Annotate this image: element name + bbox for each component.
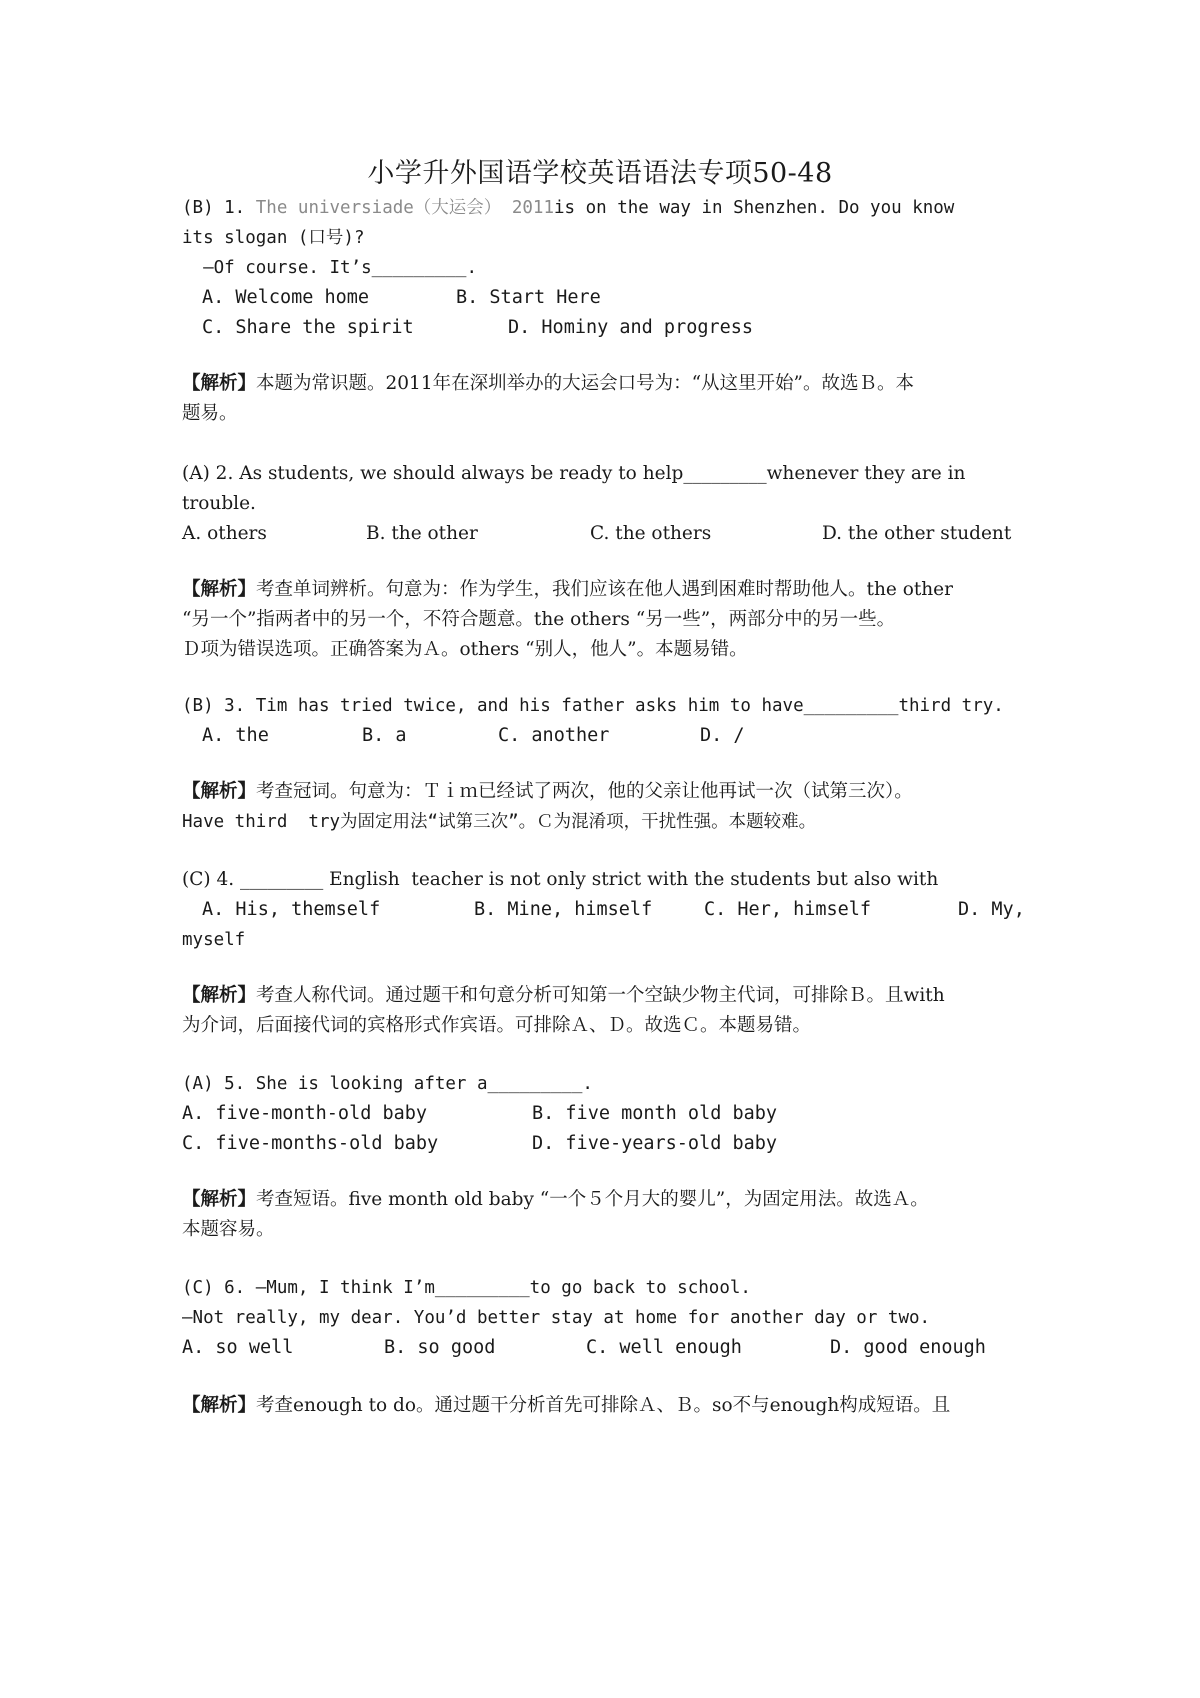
q2-option-c: C. the others (590, 523, 712, 544)
q2-option-d: D. the other student (822, 523, 1012, 544)
q6-option-a: A. so well (182, 1337, 294, 1358)
q1-analysis-line2: 题易。 (182, 403, 238, 424)
q6-stem-line1: (C) 6. —Mum, I think I’m_________to go back to school. (182, 1278, 751, 1298)
q5-option-d: D. five-years-old baby (532, 1133, 778, 1154)
q1-option-a: A. Welcome home (202, 287, 370, 308)
q5-analysis-line2: 本题容易。 (182, 1219, 275, 1240)
q5-analysis-text: 考查短语。five month old baby “一个５个月大的婴儿”，为固定用法。故选Ａ。 (256, 1189, 929, 1210)
q3-option-a: A. the (202, 725, 269, 746)
q3-option-c: C. another (498, 725, 610, 746)
q2-analysis-label: 【解析】 (182, 579, 257, 600)
q1-gray-text: The universiade（大运会） 2011 (255, 198, 554, 218)
q6-option-c: C. well enough (586, 1337, 742, 1358)
q3-analysis-text: 考查冠词。句意为：Ｔｉｍ已经试了两次，他的父亲让他再试一次（试第三次）。 (256, 781, 913, 802)
q6-analysis-label: 【解析】 (182, 1395, 257, 1416)
q4-stem-line3: myself (182, 930, 246, 950)
q5-option-a: A. five-month-old baby (182, 1103, 428, 1124)
q2-analysis-line3: Ｄ项为错误选项。正确答案为Ａ。others “别人，他人”。本题易错。 (182, 639, 748, 660)
q6-stem-line2: —Not really, my dear. You’d better stay at home for another day or two. (182, 1308, 931, 1328)
q4-option-c: C. Her, himself (704, 899, 872, 920)
q6-option-d: D. good enough (830, 1337, 986, 1358)
q3-analysis-line1 (182, 780, 913, 804)
q5-stem-line1: (A) 5. She is looking after a_________. (182, 1074, 593, 1094)
q1-stem-rest: is on the way in Shenzhen. Do you know (553, 198, 955, 218)
q1-option-d: D. Hominy and progress (508, 317, 754, 338)
q2-stem-line2: trouble. (182, 493, 256, 514)
q2-stem-line1: (A) 2. As students, we should always be ready to help_________whenever they are in (182, 463, 966, 484)
q6-option-b: B. so good (384, 1337, 496, 1358)
q4-option-d: D. My, (958, 899, 1025, 920)
q1-analysis-text: 本题为常识题。2011年在深圳举办的大运会口号为：“从这里开始”。故选Ｂ。本 (256, 373, 915, 394)
q4-analysis-text: 考查人称代词。通过题干和句意分析可知第一个空缺少物主代词，可排除Ｂ。且with (256, 985, 945, 1006)
q4-option-b: B. Mine, himself (474, 899, 653, 920)
q1-prefix: (B) 1. (182, 198, 256, 218)
q2-option-a: A. others (182, 523, 267, 544)
q2-analysis-line2: “另一个”指两者中的另一个，不符合题意。the others “另一些”，两部分中的另一些。 (182, 609, 896, 630)
q1-option-b: B. Start Here (456, 287, 601, 308)
q2-analysis-text: 考查单词辨析。句意为：作为学生，我们应该在他人遇到困难时帮助他人。the other (256, 579, 953, 600)
q4-option-a: A. His, themself (202, 899, 381, 920)
q4-analysis-line1 (182, 984, 945, 1008)
q1-stem-line2: its slogan (口号)? (182, 228, 365, 248)
q5-option-b: B. five month old baby (532, 1103, 778, 1124)
q2-option-b: B. the other (366, 523, 478, 544)
q3-option-d: D. / (700, 725, 745, 746)
q4-stem-line1: (C) 4. _________ English teacher is not only strict with the students but also with (182, 869, 939, 890)
q1-analysis-label: 【解析】 (182, 373, 257, 394)
q1-stem-line1 (182, 196, 954, 220)
q3-analysis-line2: Have third try为固定用法“试第三次”。Ｃ为混淆项，干扰性强。本题较难。 (182, 812, 817, 832)
q1-option-c: C. Share the spirit (202, 317, 414, 338)
page-title: 小学升外国语学校英语语法专项50-48 (367, 158, 833, 189)
q5-analysis-label: 【解析】 (182, 1189, 257, 1210)
q3-stem-line1: (B) 3. Tim has tried twice, and his father asks him to have_________third try. (182, 696, 1004, 716)
q5-analysis-line1 (182, 1188, 929, 1212)
q4-analysis-label: 【解析】 (182, 985, 257, 1006)
q1-analysis-line1 (182, 372, 914, 396)
q6-analysis-line1 (182, 1394, 950, 1418)
q3-option-b: B. a (362, 725, 407, 746)
q3-analysis-label: 【解析】 (182, 781, 257, 802)
q4-analysis-line2: 为介词，后面接代词的宾格形式作宾语。可排除Ａ、Ｄ。故选Ｃ。本题易错。 (182, 1015, 812, 1036)
q5-option-c: C. five-months-old baby (182, 1133, 439, 1154)
q6-analysis-text: 考查enough to do。通过题干分析首先可排除Ａ、Ｂ。so不与enough构成短语。且 (256, 1395, 951, 1416)
q2-analysis-line1 (182, 578, 953, 602)
q1-stem-line3: —Of course. It’s_________. (182, 258, 478, 278)
